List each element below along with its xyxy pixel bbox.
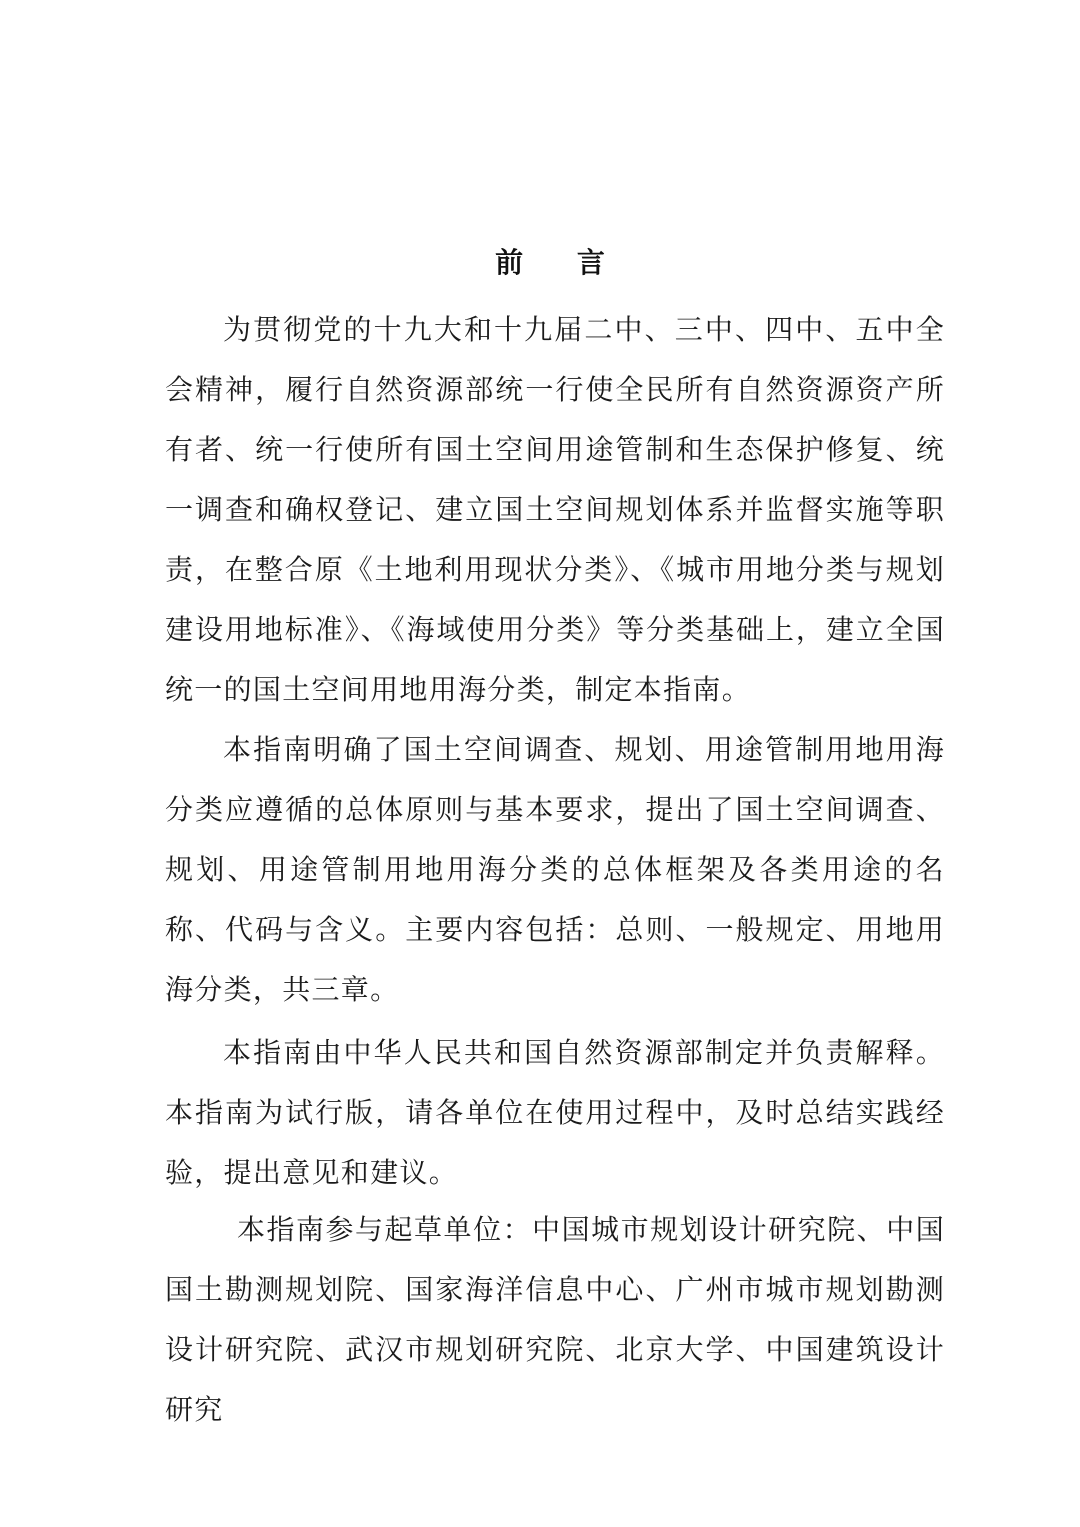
paragraph-drafting-units: 本指南参与起草单位：中国城市规划设计研究院、中国国土勘测规划院、国家海洋信息中心、广州市城市规划勘测设计研究院、武汉市规划研究院、北京大学、中国建筑设计研究: [165, 1213, 945, 1426]
paragraph-scope: 本指南明确了国土空间调查、规划、用途管制用地用海分类应遵循的总体原则与基本要求，提出了国土空间调查、规划、用途管制用地用海分类的总体框架及各类用途的名称、代码与含义。主要内容包括：总则、一般规定、用地用海分类，共三章。: [165, 733, 945, 1006]
paragraph-purpose: 为贯彻党的十九大和十九届二中、三中、四中、五中全会精神，履行自然资源部统一行使全民所有自然资源资产所有者、统一行使所有国土空间用途管制和生态保护修复、统一调查和确权登记、建立国土空间规划体系并监督实施等职责，在整合原《土地利用现状分类》、《城市用地分类与规划建设用地标准》、《海域使用分类》等分类基础上，建立全国统一的国土空间用地用海分类，制定本指南。: [165, 313, 945, 706]
page-title: 前 言: [495, 245, 627, 279]
paragraph-interpretation: 本指南由中华人民共和国自然资源部制定并负责解释。本指南为试行版，请各单位在使用过程中，及时总结实践经验，提出意见和建议。: [165, 1036, 945, 1189]
